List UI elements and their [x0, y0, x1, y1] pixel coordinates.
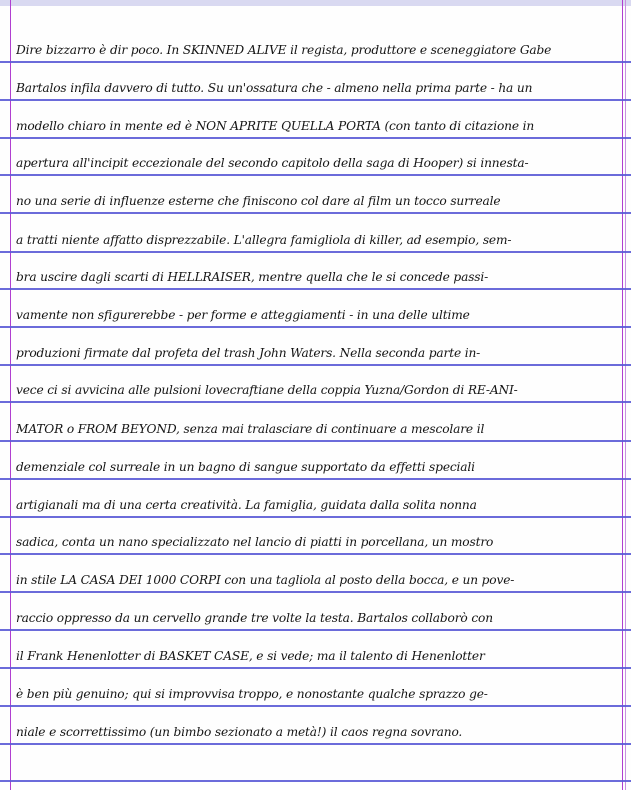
page-top-edge — [0, 0, 631, 6]
text-line: il Frank Henenlotter di BASKET CASE, e si vede; ma il talento di Henenlotter — [16, 649, 485, 663]
text-line: demenziale col surreale in un bagno di sangue supportato da effetti speciali — [16, 460, 475, 474]
text-line: bra uscire dagli scarti di HELLRAISER, mentre quella che le si concede passi- — [16, 270, 489, 284]
text-line: raccio oppresso da un cervello grande tre volte la testa. Bartalos collaborò con — [16, 611, 493, 625]
text-line: Dire bizzarro è dir poco. In SKINNED ALIVE il regista, produttore e sceneggiatore Gabe — [16, 43, 552, 57]
text-line: MATOR o FROM BEYOND, senza mai tralasciare di continuare a mescolare il — [16, 422, 485, 436]
text-line: è ben più genuino; qui si improvvisa troppo, e nonostante qualche sprazzo ge- — [16, 687, 488, 701]
text-line: artigianali ma di una certa creatività. La famiglia, guidata dalla solita nonna — [16, 498, 477, 512]
text-line: no una serie di influenze esterne che finiscono col dare al film un tocco surreale — [16, 194, 501, 208]
text-line: vece ci si avvicina alle pulsioni lovecraftiane della coppia Yuzna/Gordon di RE-ANI- — [16, 383, 518, 397]
text-line: Bartalos infila davvero di tutto. Su un'ossatura che - almeno nella prima parte - ha un — [16, 81, 533, 95]
right-margin-line — [622, 0, 623, 790]
left-margin-line — [10, 0, 11, 790]
text-line: a tratti niente affatto disprezzabile. L'allegra famigliola di killer, ad esempio, sem- — [16, 233, 512, 247]
ruled-line — [0, 780, 631, 782]
text-line: vamente non sfigurerebbe - per forme e atteggiamenti - in una delle ultime — [16, 308, 470, 322]
text-line: produzioni firmate dal profeta del trash John Waters. Nella seconda parte in- — [16, 346, 481, 360]
text-line: niale e scorrettissimo (un bimbo sezionato a metà!) il caos regna sovrano. — [16, 725, 463, 739]
right-margin-line-outer — [625, 0, 626, 790]
text-line: modello chiaro in mente ed è NON APRITE QUELLA PORTA (con tanto di citazione in — [16, 119, 535, 133]
text-line: in stile LA CASA DEI 1000 CORPI con una tagliola al posto della bocca, e un pove- — [16, 573, 515, 587]
text-line: sadica, conta un nano specializzato nel lancio di piatti in porcellana, un mostro — [16, 535, 494, 549]
text-line: apertura all'incipit eccezionale del secondo capitolo della saga di Hooper) si innesta- — [16, 156, 529, 170]
